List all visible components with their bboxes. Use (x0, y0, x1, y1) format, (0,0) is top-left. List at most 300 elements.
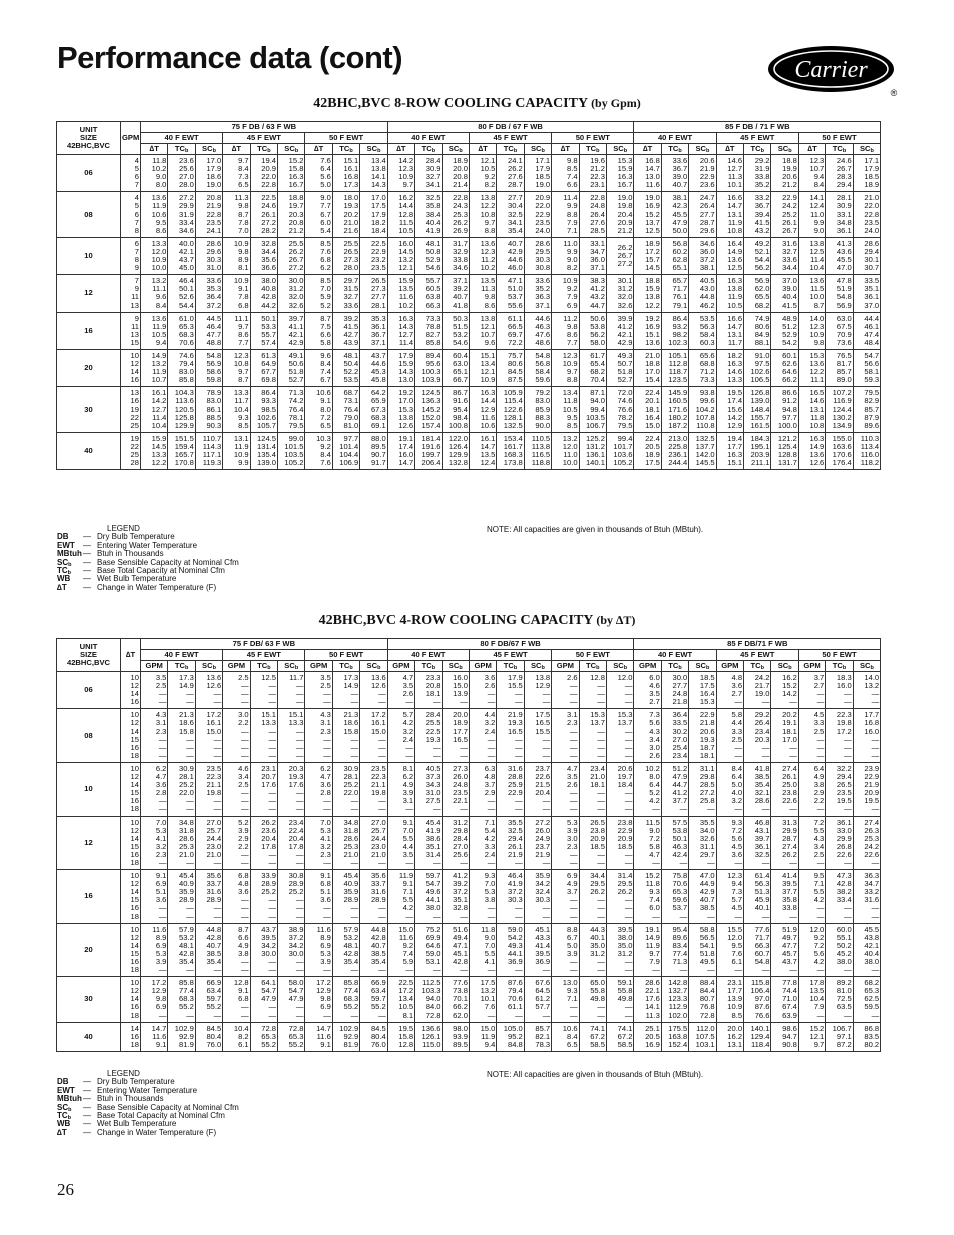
metric-header: ∆T (305, 144, 332, 155)
data-cell: 84.5 80.4 76.0 (360, 1022, 387, 1051)
data-cell: 9.3 7.2 5.6 4.5 3.6 — (716, 816, 743, 870)
data-cell: 15.3 15.9 16.3 16.7 (606, 155, 633, 192)
data-cell: 74.6 79.4 83.0 85.8 (168, 349, 195, 386)
legend-abbrev: MBtuh (57, 549, 82, 559)
data-cell: 95.4 89.6 83.4 77.4 71.3 — (661, 923, 688, 977)
data-cell: 75.7 80.6 84.5 87.5 (497, 349, 524, 386)
metric-header: $SC_b$ (853, 661, 880, 672)
metric-header: $TC_b$ (332, 661, 359, 672)
data-cell: 13.5 11.3 9.8 8.6 (469, 275, 496, 312)
data-cell: 49.1 50.6 51.8 52.7 (278, 349, 305, 386)
ewt-header: 50 F EWT (305, 650, 387, 661)
ewt-header: 45 F EWT (469, 650, 551, 661)
data-cell: 21.0 18.8 17.0 15.4 (634, 349, 661, 386)
unit-size: 06 (57, 672, 121, 709)
data-cell: 34.8 31.8 28.6 25.3 21.0 — (168, 816, 195, 870)
data-cell: 8.5 7.6 6.8 6.2 (305, 237, 332, 274)
data-cell: 13.6 11.5 10.0 8.7 (798, 275, 825, 312)
unit-size: 08 (57, 192, 121, 237)
legend-heading: LEGEND (107, 1069, 140, 1078)
data-cell: 16.1 14.7 13.5 12.4 (469, 432, 496, 469)
data-cell: 54.7 56.6 58.1 59.3 (853, 349, 880, 386)
metric-header: GPM (141, 661, 168, 672)
data-cell: 26.2 26.7 27.2 (606, 237, 633, 274)
table-row (57, 192, 881, 237)
unit-size: 40 (57, 432, 121, 469)
data-cell: 12.8 — — — (579, 672, 606, 709)
data-cell: 29.2 26.4 23.4 20.3 — — (744, 709, 771, 763)
data-cell: 181.4 191.6 199.7 206.4 (415, 432, 442, 469)
data-cell: 46.4 41.9 37.2 30.3 — — (497, 870, 524, 924)
data-cell: 23.7 22.6 21.5 20.4 — — (524, 762, 551, 816)
data-cell: 45.5 43.8 42.1 40.4 38.0 — (853, 923, 880, 977)
data-cell: 30.8 28.9 25.2 — — — (278, 870, 305, 924)
page-title: Performance data (cont) (57, 40, 403, 75)
data-cell: 104.3 113.6 120.5 125.8 129.9 (168, 387, 195, 432)
data-cell: 15.5 12.0 9.5 7.6 6.1 — (716, 923, 743, 977)
table-row (57, 237, 881, 274)
metric-header: GPM (716, 661, 743, 672)
data-cell: 57.9 53.2 48.1 42.8 35.4 — (168, 923, 195, 977)
data-cell: 102.9 92.9 81.9 (168, 1022, 195, 1051)
metric-header: $SC_b$ (771, 144, 798, 155)
data-cell: 184.3 195.1 203.9 211.1 (744, 432, 771, 469)
data-cell: 48.9 51.2 52.9 54.2 (771, 312, 798, 349)
legend-abbrev: $SC_b$ (57, 557, 72, 568)
unit-size: 16 (57, 870, 121, 924)
data-cell: 17.2 12.9 9.8 6.9 — (141, 977, 168, 1022)
data-cell: 77.6 71.7 66.3 60.7 54.8 — (744, 923, 771, 977)
ewt-header: 45 F EWT (469, 133, 551, 144)
data-cell: 8.8 6.7 5.0 3.9 — — (552, 923, 579, 977)
data-cell: 19.1 14.9 11.9 9.7 7.9 — (634, 923, 661, 977)
data-cell: 65.0 55.8 49.8 — — (579, 977, 606, 1022)
data-cell: 12.8 9.1 6.8 — — (223, 977, 250, 1022)
data-cell: 16.3 14.3 12.7 11.4 (387, 312, 414, 349)
legend-abbrev: WB (57, 1119, 71, 1129)
data-cell: 64.1 54.7 47.9 — — (250, 977, 277, 1022)
table-row (57, 977, 881, 1022)
data-cell: 45.4 41.9 38.6 35.1 31.4 — (415, 816, 442, 870)
condition-group-header: 80 F DB / 67 F WB (387, 122, 634, 133)
data-cell: 6.9 4.9 3.7 — — — (552, 870, 579, 924)
data-cell: 44.3 40.1 35.0 31.2 — — (579, 923, 606, 977)
data-cell: 58.8 56.5 54.1 51.8 49.5 — (689, 923, 716, 977)
data-cell: 44.8 42.8 40.7 38.5 35.4 — (360, 923, 387, 977)
data-cell: 38.3 41.2 43.2 44.7 (579, 275, 606, 312)
data-cell: 16.3 14.4 12.9 11.6 10.6 (469, 387, 496, 432)
data-cell: 57.5 53.8 50.1 46.3 42.4 — (661, 816, 688, 870)
data-cell: 13.6 12.3 11.2 10.2 (469, 237, 496, 274)
data-cell: 15.0 11.9 9.4 (469, 1022, 496, 1051)
legend-2 (57, 1070, 239, 1137)
legend-1 (57, 525, 239, 592)
data-cell: 15.9 14.5 13.3 12.2 (141, 432, 168, 469)
data-cell: 5.8 4.4 3.3 2.5 — — (716, 709, 743, 763)
data-cell: 4.3 3.1 2.3 — — — (141, 709, 168, 763)
data-cell: 9.1 6.8 5.1 3.6 — — (305, 870, 332, 924)
row-values: 10 12 14 16 (121, 672, 141, 709)
data-cell: 74.9 80.6 84.9 88.1 (744, 312, 771, 349)
unit-size-header: UNIT SIZE 42BHC,BVC (57, 122, 121, 155)
data-cell: 175.5 163.8 152.4 (661, 1022, 688, 1051)
data-cell: 22.4 20.1 18.1 16.4 15.0 (634, 387, 661, 432)
data-cell: 105.9 115.4 122.6 128.1 132.5 (497, 387, 524, 432)
metric-header: GPM (634, 661, 661, 672)
data-cell: 13.6 12.6 — — (360, 672, 387, 709)
data-cell: 16.6 14.7 13.1 11.7 (716, 312, 743, 349)
data-cell: 99.0 101.5 103.5 105.2 (278, 432, 305, 469)
metric-header: $SC_b$ (771, 661, 798, 672)
data-cell: 12.1 10.5 9.2 8.2 (469, 155, 496, 192)
table-row (57, 275, 881, 312)
ewt-header: 50 F EWT (552, 133, 634, 144)
legend-dash: — (83, 1102, 91, 1112)
data-cell: 40.5 43.0 44.8 46.2 (689, 275, 716, 312)
data-cell: 24.7 26.4 27.7 28.7 29.6 (689, 192, 716, 237)
data-cell: 28.6 29.6 30.3 31.0 (195, 237, 222, 274)
data-cell: 31.7 32.9 33.8 34.6 (442, 237, 469, 274)
table-row (57, 349, 881, 386)
metric-header: $SC_b$ (360, 661, 387, 672)
data-cell: 34.8 31.8 28.6 25.3 21.0 — (332, 816, 359, 870)
data-cell: 19.0 19.8 20.4 20.9 21.2 (606, 192, 633, 237)
data-cell: 10.6 9.1 8.0 7.2 6.5 (305, 387, 332, 432)
data-cell: 25.1 20.5 16.9 (634, 1022, 661, 1051)
legend-dash: — (83, 557, 91, 567)
data-cell: 14.0 13.2 — — (853, 672, 880, 709)
data-cell: 33.1 34.7 36.0 37.1 (579, 237, 606, 274)
data-cell: 9.6 8.4 7.4 6.7 (305, 349, 332, 386)
data-cell: 43.7 44.6 45.3 45.8 (360, 349, 387, 386)
data-cell: 8.5 7.0 5.9 5.2 (305, 275, 332, 312)
data-cell: 23.9 22.9 21.9 20.9 19.5 — (853, 762, 880, 816)
data-cell: 74.1 67.2 58.5 (579, 1022, 606, 1051)
data-cell: 9.3 7.0 5.3 3.8 — — (469, 870, 496, 924)
data-cell: 10.9 9.1 7.8 6.8 (223, 275, 250, 312)
metric-header: $SC_b$ (360, 144, 387, 155)
legend-text: Dry Bulb Temperature (97, 1077, 175, 1087)
row-values: 10 12 14 15 16 18 (121, 923, 141, 977)
unit-size: 40 (57, 1022, 121, 1051)
data-cell: 28.6 29.4 30.1 30.7 (853, 237, 880, 274)
data-cell: 34.4 29.5 26.2 — — — (579, 870, 606, 924)
data-cell: 22.9 21.8 20.6 19.3 18.7 18.1 (689, 709, 716, 763)
data-cell: 75.8 70.6 65.3 59.6 53.7 — (661, 870, 688, 924)
data-cell: 115.8 106.4 97.0 87.6 76.6 (744, 977, 771, 1022)
data-cell: 20.9 22.0 22.9 23.5 24.0 (524, 192, 551, 237)
ewt-header: 50 F EWT (552, 650, 634, 661)
data-cell: 59.0 54.2 49.3 44.1 36.9 — (497, 923, 524, 977)
data-cell: 39.7 41.1 42.1 42.9 (278, 312, 305, 349)
data-cell: 20.0 16.2 13.1 (716, 1022, 743, 1051)
data-cell: 3.5 2.5 — — (305, 672, 332, 709)
data-cell: 99.4 101.7 103.6 105.2 (606, 432, 633, 469)
data-cell: 51.9 49.7 47.7 45.7 43.7 — (771, 923, 798, 977)
data-cell: 13.8 12.1 10.7 9.6 (469, 312, 496, 349)
data-cell: 38.9 37.2 34.2 30.0 — — (278, 923, 305, 977)
data-cell: 48.1 50.4 52.2 53.5 (332, 349, 359, 386)
ewt-header: 40 F EWT (387, 133, 469, 144)
data-cell: 112.5 103.3 94.0 84.0 72.8 (415, 977, 442, 1022)
data-cell: 41.8 38.5 35.4 32.1 28.6 — (744, 762, 771, 816)
data-cell: 14.2 12.3 10.9 9.7 (387, 155, 414, 192)
data-cell: 19.2 17.0 15.3 13.8 12.6 (387, 387, 414, 432)
metric-header: $TC_b$ (250, 144, 277, 155)
table1-title: 42BHC,BVC 8-ROW COOLING CAPACITY (by Gpm) (313, 96, 641, 111)
data-cell: 7.1 5.4 4.2 3.3 2.4 — (469, 816, 496, 870)
row-values: 13 16 19 22 25 (121, 387, 141, 432)
data-cell: 39.2 41.5 42.7 43.9 (332, 312, 359, 349)
legend-abbrev: $TC_b$ (57, 566, 72, 577)
data-cell: 14.1 12.4 11.0 9.9 9.0 (798, 192, 825, 237)
data-cell: 35.5 34.0 32.6 31.1 29.7 — (689, 816, 716, 870)
data-cell: 45.4 40.9 35.9 28.9 — — (168, 870, 195, 924)
ewt-header: 45 F EWT (223, 133, 305, 144)
data-cell: 6.0 4.6 3.5 2.7 (634, 672, 661, 709)
data-cell: 14.7 11.6 9.1 (305, 1022, 332, 1051)
data-cell: 11.0 9.9 9.0 8.2 (552, 237, 579, 274)
data-cell: 4.3 3.1 2.3 — — — (305, 709, 332, 763)
data-cell: 12.3 10.8 9.7 8.7 (223, 349, 250, 386)
data-cell: 61.1 66.5 69.7 72.2 (497, 312, 524, 349)
data-cell: 13.2 12.0 11.0 10.0 (552, 432, 579, 469)
metric-header: $TC_b$ (579, 144, 606, 155)
data-cell: 41.3 43.6 45.5 47.0 (826, 237, 853, 274)
metric-header: ∆T (552, 144, 579, 155)
data-cell: 85.8 77.4 68.3 55.2 — (168, 977, 195, 1022)
data-cell: 17.0 17.9 18.6 19.0 (195, 155, 222, 192)
ewt-header: 50 F EWT (798, 650, 880, 661)
data-cell: 38.0 40.8 42.8 44.2 (250, 275, 277, 312)
ewt-header: 45 F EWT (716, 650, 798, 661)
data-cell: 12.3 10.9 9.7 8.8 (552, 349, 579, 386)
data-cell: 16.8 14.7 13.0 11.6 (634, 155, 661, 192)
data-cell: 11.2 9.8 8.6 7.7 (552, 312, 579, 349)
data-cell: 27.0 25.7 24.4 23.0 21.0 — (195, 816, 222, 870)
data-cell: 26.5 23.8 20.9 18.5 — — (579, 816, 606, 870)
ewt-header: 40 F EWT (387, 650, 469, 661)
data-cell: 13.8 12.2 10.8 9.7 8.8 (469, 192, 496, 237)
data-cell: 71.3 74.2 76.4 78.1 79.5 (278, 387, 305, 432)
data-cell: 136.6 126.1 115.0 (415, 1022, 442, 1051)
data-cell: 66.9 63.4 59.7 55.2 — (360, 977, 387, 1022)
unit-size: 20 (57, 349, 121, 386)
data-cell: 155.0 163.6 170.6 176.4 (826, 432, 853, 469)
data-cell: 28.4 25.5 22.5 19.3 — — (415, 709, 442, 763)
data-cell: 86.4 93.2 98.2 102.3 (661, 312, 688, 349)
data-cell: 17.1 17.9 18.5 18.9 (853, 155, 880, 192)
data-cell: 57.9 53.2 48.1 42.8 35.4 — (332, 923, 359, 977)
metric-header: $TC_b$ (168, 661, 195, 672)
legend-dash: — (83, 582, 91, 592)
data-cell: 47.1 51.0 53.7 55.6 (497, 275, 524, 312)
data-cell: 30.0 31.2 32.0 32.6 (278, 275, 305, 312)
data-cell: 18.0 19.3 20.2 21.0 21.6 (332, 192, 359, 237)
data-cell: 66.9 63.4 59.7 55.2 — (195, 977, 222, 1022)
metric-header: ∆T (716, 144, 743, 155)
data-cell: 17.8 13.5 10.4 7.9 — (798, 977, 825, 1022)
data-cell: 30.9 28.1 25.2 22.0 — — (332, 762, 359, 816)
data-cell: 5.3 3.9 3.0 2.3 — — (552, 816, 579, 870)
legend-abbrev: DB (57, 532, 69, 542)
data-cell: 10.4 8.2 6.1 (223, 1022, 250, 1051)
data-cell: 16.3 14.9 13.6 12.6 (798, 432, 825, 469)
legend-dash: — (83, 566, 91, 576)
metric-header: $SC_b$ (524, 144, 551, 155)
legend-dash: — (83, 574, 91, 584)
data-cell: 18.3 16.0 — — (826, 672, 853, 709)
data-cell: 9.1 6.9 5.1 3.6 — — (141, 870, 168, 924)
data-cell: 145.9 160.5 171.6 180.2 187.2 (661, 387, 688, 432)
metric-header: $SC_b$ (689, 144, 716, 155)
data-cell: 38.1 42.3 45.5 47.9 50.0 (661, 192, 688, 237)
data-cell: 15.3 13.7 — — — — (579, 709, 606, 763)
legend-abbrev: WB (57, 574, 71, 584)
data-cell: 3.6 2.6 — — (469, 672, 496, 709)
data-cell: 27.3 26.0 24.8 23.5 22.1 — (442, 762, 469, 816)
data-cell: 17.9 15.9 14.3 13.0 (387, 349, 414, 386)
data-cell: 121.2 125.4 128.8 131.7 (771, 432, 798, 469)
data-cell: 15.1 13.3 — — — — (250, 709, 277, 763)
data-cell: 17.3 14.9 — — (332, 672, 359, 709)
metric-header: $TC_b$ (826, 144, 853, 155)
data-cell: 31.6 32.7 33.6 34.4 (771, 237, 798, 274)
data-cell: 23.6 25.6 27.0 28.0 (168, 155, 195, 192)
data-cell: 60.1 62.6 64.6 66.2 (771, 349, 798, 386)
data-cell: 20.3 19.3 17.6 — — — (278, 762, 305, 816)
data-cell: 29.2 31.9 33.8 35.2 (744, 155, 771, 192)
metric-header: GPM (469, 661, 496, 672)
unit-size-header: UNIT SIZE 42BHC,BVC (57, 639, 121, 672)
legend-abbrev: EWT (57, 1085, 75, 1095)
data-cell: 53.5 56.3 58.4 60.3 (689, 312, 716, 349)
data-cell: 13.4 11.8 10.5 9.5 8.5 (552, 387, 579, 432)
legend-dash: — (83, 549, 91, 559)
metric-header: $TC_b$ (579, 661, 606, 672)
note-1: NOTE: All capacities are given in thousands of Btuh (MBtuh). (487, 525, 704, 534)
data-cell: 61.3 64.9 67.7 69.8 (250, 349, 277, 386)
data-cell: 88.4 84.4 80.7 76.8 72.8 (689, 977, 716, 1022)
data-cell: 19.5 17.4 15.6 14.2 12.9 (716, 387, 743, 432)
data-cell: 54.8 56.8 58.4 59.6 (524, 349, 551, 386)
data-cell: 50.6 53.8 56.2 58.0 (579, 312, 606, 349)
data-cell: 11.6 8.9 6.9 5.3 3.9 — (305, 923, 332, 977)
metric-header: ∆T (387, 144, 414, 155)
data-cell: 11.8 10.2 9.0 8.0 (141, 155, 168, 192)
data-cell: 27.0 25.7 24.4 23.0 21.0 — (360, 816, 387, 870)
data-cell: 16.2 14.4 12.8 11.5 10.5 (387, 192, 414, 237)
data-cell: 27.4 26.1 25.0 23.8 22.6 — (771, 762, 798, 816)
row-values: 14 16 18 (121, 1022, 141, 1051)
unit-size: 08 (57, 709, 121, 763)
data-cell: 9.5 7.1 5.5 4.2 — — (798, 870, 825, 924)
data-cell: 17.2 16.1 15.0 — — — (195, 709, 222, 763)
ewt-header: 40 F EWT (634, 133, 716, 144)
data-cell: 22.5 22.9 23.2 23.5 (360, 237, 387, 274)
unit-size: 06 (57, 155, 121, 192)
data-cell: 6.8 4.8 3.6 — — — (223, 870, 250, 924)
metric-header: $SC_b$ (195, 661, 222, 672)
data-cell: 35.5 32.5 29.4 26.1 21.9 — (497, 816, 524, 870)
data-cell: 20.2 19.1 18.1 17.0 — — (771, 709, 798, 763)
data-cell: 19.5 15.8 12.8 (387, 1022, 414, 1051)
unit-size: 12 (57, 816, 121, 870)
data-cell: 4.8 3.6 2.7 — (716, 672, 743, 709)
data-cell: 77.6 73.8 70.1 66.2 62.0 (442, 977, 469, 1022)
data-cell: 16.4 14.9 13.6 12.5 (716, 237, 743, 274)
unit-size: 16 (57, 312, 121, 349)
data-cell: 18.8 19.7 20.3 20.8 21.2 (278, 192, 305, 237)
metric-header: $TC_b$ (497, 661, 524, 672)
data-cell: 17.2 12.9 9.8 6.9 — (305, 977, 332, 1022)
data-cell: 86.4 93.3 98.5 102.6 105.7 (250, 387, 277, 432)
data-cell: 15.1 13.4 12.1 10.9 (469, 349, 496, 386)
data-cell: 17.5 13.2 10.1 7.6 — (469, 977, 496, 1022)
data-cell: 15.3 13.6 12.2 11.1 (798, 349, 825, 386)
data-cell: 18.2 16.3 14.6 13.3 (716, 349, 743, 386)
note-2: NOTE: All capacities are given in thousands of Btuh (MBtuh). (487, 1070, 704, 1079)
data-cell: 36.3 34.7 33.2 31.6 — — (853, 870, 880, 924)
data-cell: 87.6 79.4 70.6 61.1 — (497, 977, 524, 1022)
data-cell: 21.0 22.0 22.8 23.5 24.0 (853, 192, 880, 237)
data-cell: 36.4 33.5 30.2 27.0 25.4 23.4 (661, 709, 688, 763)
ewt-header: 40 F EWT (141, 133, 223, 144)
data-cell: 17.5 16.5 15.5 — — — (524, 709, 551, 763)
data-cell: 85.7 82.1 78.3 (524, 1022, 551, 1051)
data-cell: 19.1 17.4 16.0 14.7 (387, 432, 414, 469)
row-values: 10 12 14 15 16 18 (121, 762, 141, 816)
data-cell: 13.6 12.6 — — (195, 672, 222, 709)
data-cell: 3.0 2.2 — — — — (223, 709, 250, 763)
data-cell: 76.5 81.7 85.7 89.0 (826, 349, 853, 386)
data-cell: 8.4 6.4 5.0 4.0 3.2 — (716, 762, 743, 816)
data-cell: 9.7 8.4 7.3 6.5 (223, 155, 250, 192)
metric-header: $TC_b$ (250, 661, 277, 672)
data-cell: 15.3 13.7 — — — — (606, 709, 633, 763)
data-cell: 11.5 9.0 7.2 5.8 4.7 — (634, 816, 661, 870)
data-cell: 54.8 56.9 58.6 59.8 (195, 349, 222, 386)
data-cell: 48.1 50.8 52.9 54.6 (415, 237, 442, 274)
data-cell: 32.8 34.4 35.6 36.6 (250, 237, 277, 274)
table-row (57, 870, 881, 924)
second-col-header: GPM (121, 122, 141, 155)
row-values: 10 12 14 15 16 18 (121, 816, 141, 870)
data-cell: 51.2 47.9 44.7 41.2 37.7 — (661, 762, 688, 816)
data-cell: 88.0 89.5 90.7 91.7 (360, 432, 387, 469)
data-cell: 125.2 131.2 136.1 140.1 (579, 432, 606, 469)
data-cell: 93.8 99.6 104.2 107.8 110.8 (689, 387, 716, 432)
metric-header: $SC_b$ (442, 144, 469, 155)
data-cell: 132.5 137.7 142.0 145.5 (689, 432, 716, 469)
data-cell: 9.0 7.7 6.7 6.0 5.4 (305, 192, 332, 237)
data-cell: 23.4 21.0 18.1 — — — (579, 762, 606, 816)
data-cell: 60.4 63.0 65.1 66.7 (442, 349, 469, 386)
data-cell: 13.4 13.8 14.1 14.3 (360, 155, 387, 192)
table-row (57, 672, 881, 709)
data-cell: 28.4 30.9 32.7 34.1 (415, 155, 442, 192)
legend-text: Entering Water Temperature (97, 540, 198, 550)
metric-header: ∆T (223, 144, 250, 155)
data-cell: 106.7 97.1 87.2 (826, 1022, 853, 1051)
data-cell: 86.6 91.2 94.8 97.7 100.0 (771, 387, 798, 432)
data-cell: 15.2 11.8 9.3 7.4 6.0 — (634, 870, 661, 924)
data-cell: 86.8 83.5 80.2 (853, 1022, 880, 1051)
legend-text: Wet Bulb Temperature (97, 1119, 177, 1129)
svg-text:®: ® (890, 88, 898, 98)
data-cell: 33.6 35.3 36.4 37.2 (195, 275, 222, 312)
legend-abbrev: $SC_b$ (57, 1102, 72, 1113)
